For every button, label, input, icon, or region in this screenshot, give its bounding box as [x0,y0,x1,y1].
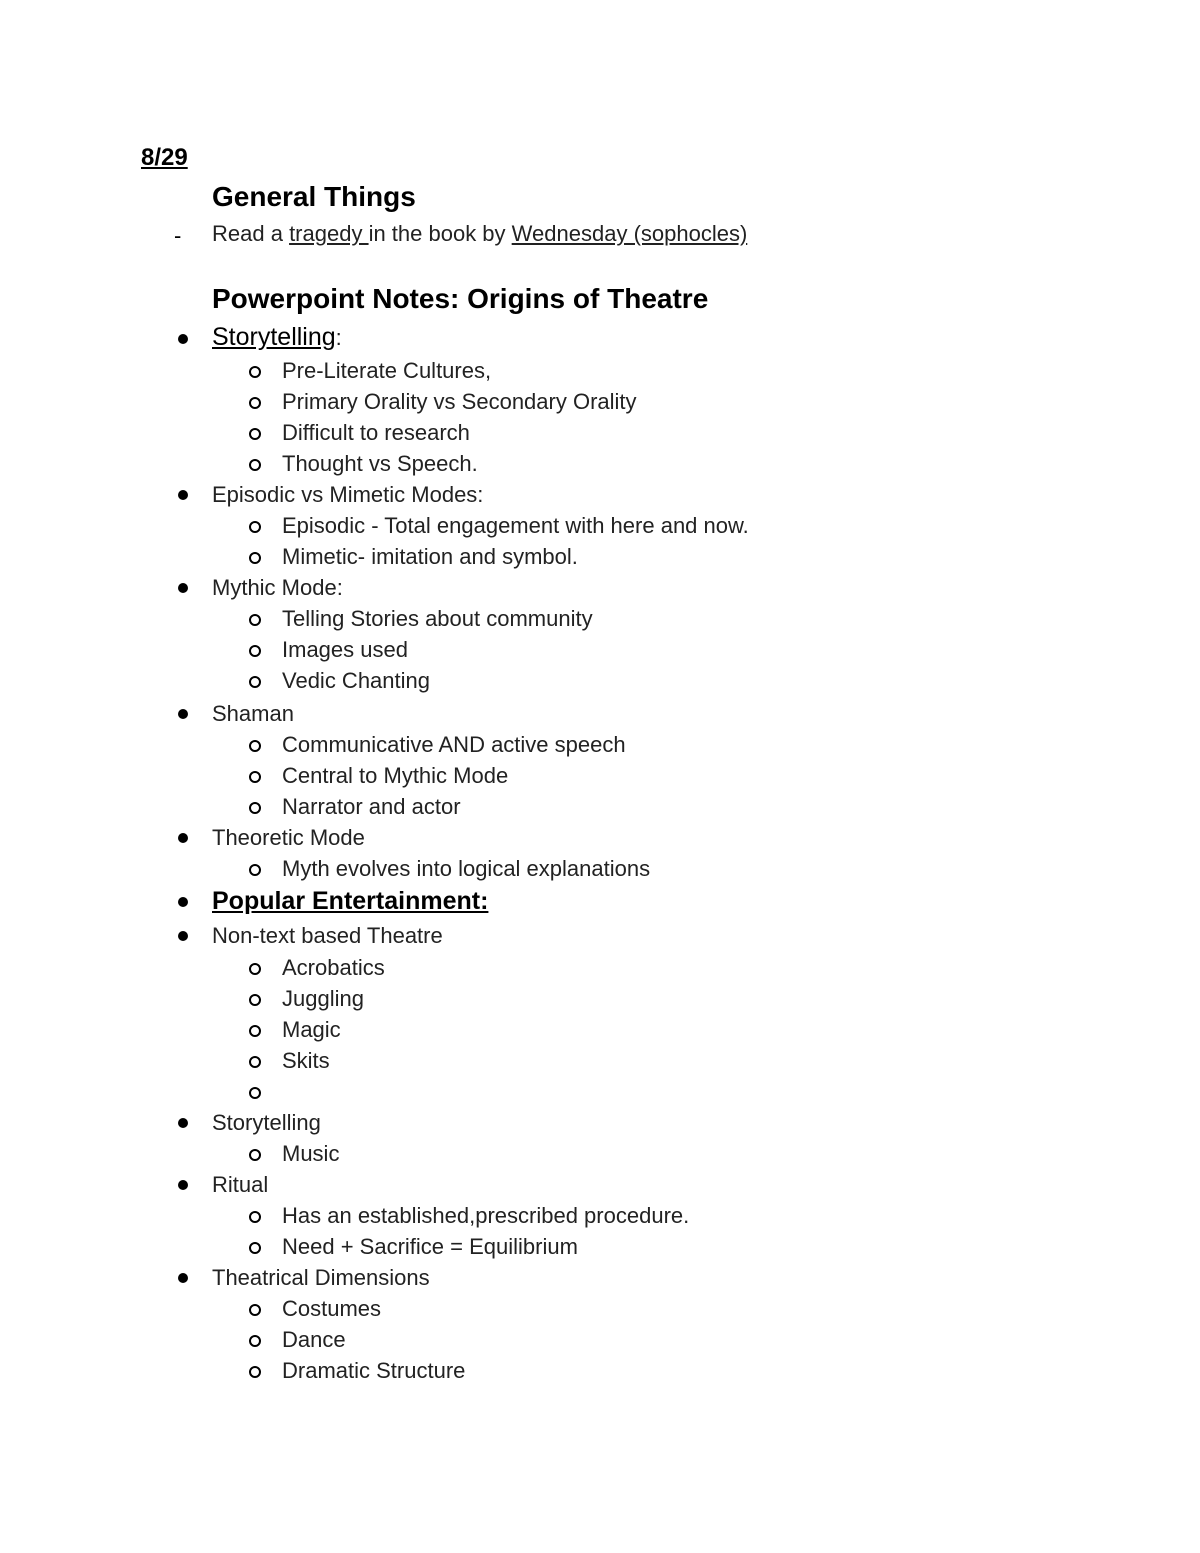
list-item: Dramatic Structure [282,1358,466,1383]
circle-bullet-icon [249,552,261,564]
bullet-icon [178,583,188,593]
dash-marker: - [174,223,182,248]
bullet-icon [178,1273,188,1283]
list-item: Episodic - Total engagement with here and now. [282,513,749,538]
powerpoint-heading: Powerpoint Notes: Origins of Theatre [212,283,709,314]
circle-bullet-icon [249,1242,261,1254]
list-item: Non-text based Theatre [212,923,443,948]
circle-bullet-icon [249,1335,261,1347]
bullet-icon [178,897,188,907]
list-item: Vedic Chanting [282,668,430,693]
list-item: Theoretic Mode [212,825,365,850]
bullet-icon [178,490,188,500]
circle-bullet-icon [249,1366,261,1378]
bullet-icon [178,931,188,941]
circle-bullet-icon [249,963,261,975]
list-item: Central to Mythic Mode [282,763,509,788]
bullet-icon [178,709,188,719]
circle-bullet-icon [249,864,261,876]
circle-bullet-icon [249,428,261,440]
list-item: Acrobatics [282,955,385,980]
list-item: Skits [282,1048,330,1073]
bullet-icon [178,334,188,344]
general-task-line [212,223,747,245]
circle-bullet-icon [249,1087,261,1099]
task-text-mid: in the book by [368,221,512,246]
task-text-pre: Read a [212,221,290,246]
date-heading: 8/29 [141,144,188,171]
circle-bullet-icon [249,740,261,752]
storytelling-heading [212,325,342,350]
list-item: Myth evolves into logical explanations [282,856,651,881]
list-item: Telling Stories about community [282,606,593,631]
list-item: Has an established,prescribed procedure. [282,1203,690,1228]
list-item: Juggling [282,986,364,1011]
list-item: Episodic vs Mimetic Modes: [212,482,484,507]
list-item: Ritual [212,1172,269,1197]
circle-bullet-icon [249,645,261,657]
bullet-icon [178,833,188,843]
circle-bullet-icon [249,1056,261,1068]
list-item: Mimetic- imitation and symbol. [282,544,578,569]
wednesday-link[interactable]: Wednesday (sophocles) [511,221,748,246]
circle-bullet-icon [249,771,261,783]
circle-bullet-icon [249,676,261,688]
circle-bullet-icon [249,366,261,378]
general-heading: General Things [212,181,416,212]
circle-bullet-icon [249,1211,261,1223]
circle-bullet-icon [249,459,261,471]
list-item: Dance [282,1327,346,1352]
list-item: Music [282,1141,340,1166]
circle-bullet-icon [249,994,261,1006]
circle-bullet-icon [249,397,261,409]
circle-bullet-icon [249,1149,261,1161]
storytelling-colon: : [335,325,342,350]
bullet-icon [178,1118,188,1128]
list-item: Narrator and actor [282,794,461,819]
circle-bullet-icon [249,521,261,533]
list-item: Pre-Literate Cultures, [282,358,492,383]
circle-bullet-icon [249,802,261,814]
list-item: Magic [282,1017,341,1042]
popular-entertainment-heading: Popular Entertainment: [212,887,489,915]
list-item: Primary Orality vs Secondary Orality [282,389,637,414]
list-item: Thought vs Speech. [282,451,478,476]
list-item: Shaman [212,701,294,726]
list-item: Costumes [282,1296,382,1321]
list-item: Images used [282,637,408,662]
tragedy-link[interactable]: tragedy [289,221,369,246]
circle-bullet-icon [249,1304,261,1316]
storytelling-label: Storytelling [212,323,336,351]
circle-bullet-icon [249,614,261,626]
list-item: Communicative AND active speech [282,732,626,757]
list-item: Mythic Mode: [212,575,343,600]
bullet-icon [178,1180,188,1190]
list-item: Theatrical Dimensions [212,1265,430,1290]
list-item: Storytelling [212,1110,321,1135]
list-item: Difficult to research [282,420,470,445]
list-item: Need + Sacrifice = Equilibrium [282,1234,578,1259]
circle-bullet-icon [249,1025,261,1037]
